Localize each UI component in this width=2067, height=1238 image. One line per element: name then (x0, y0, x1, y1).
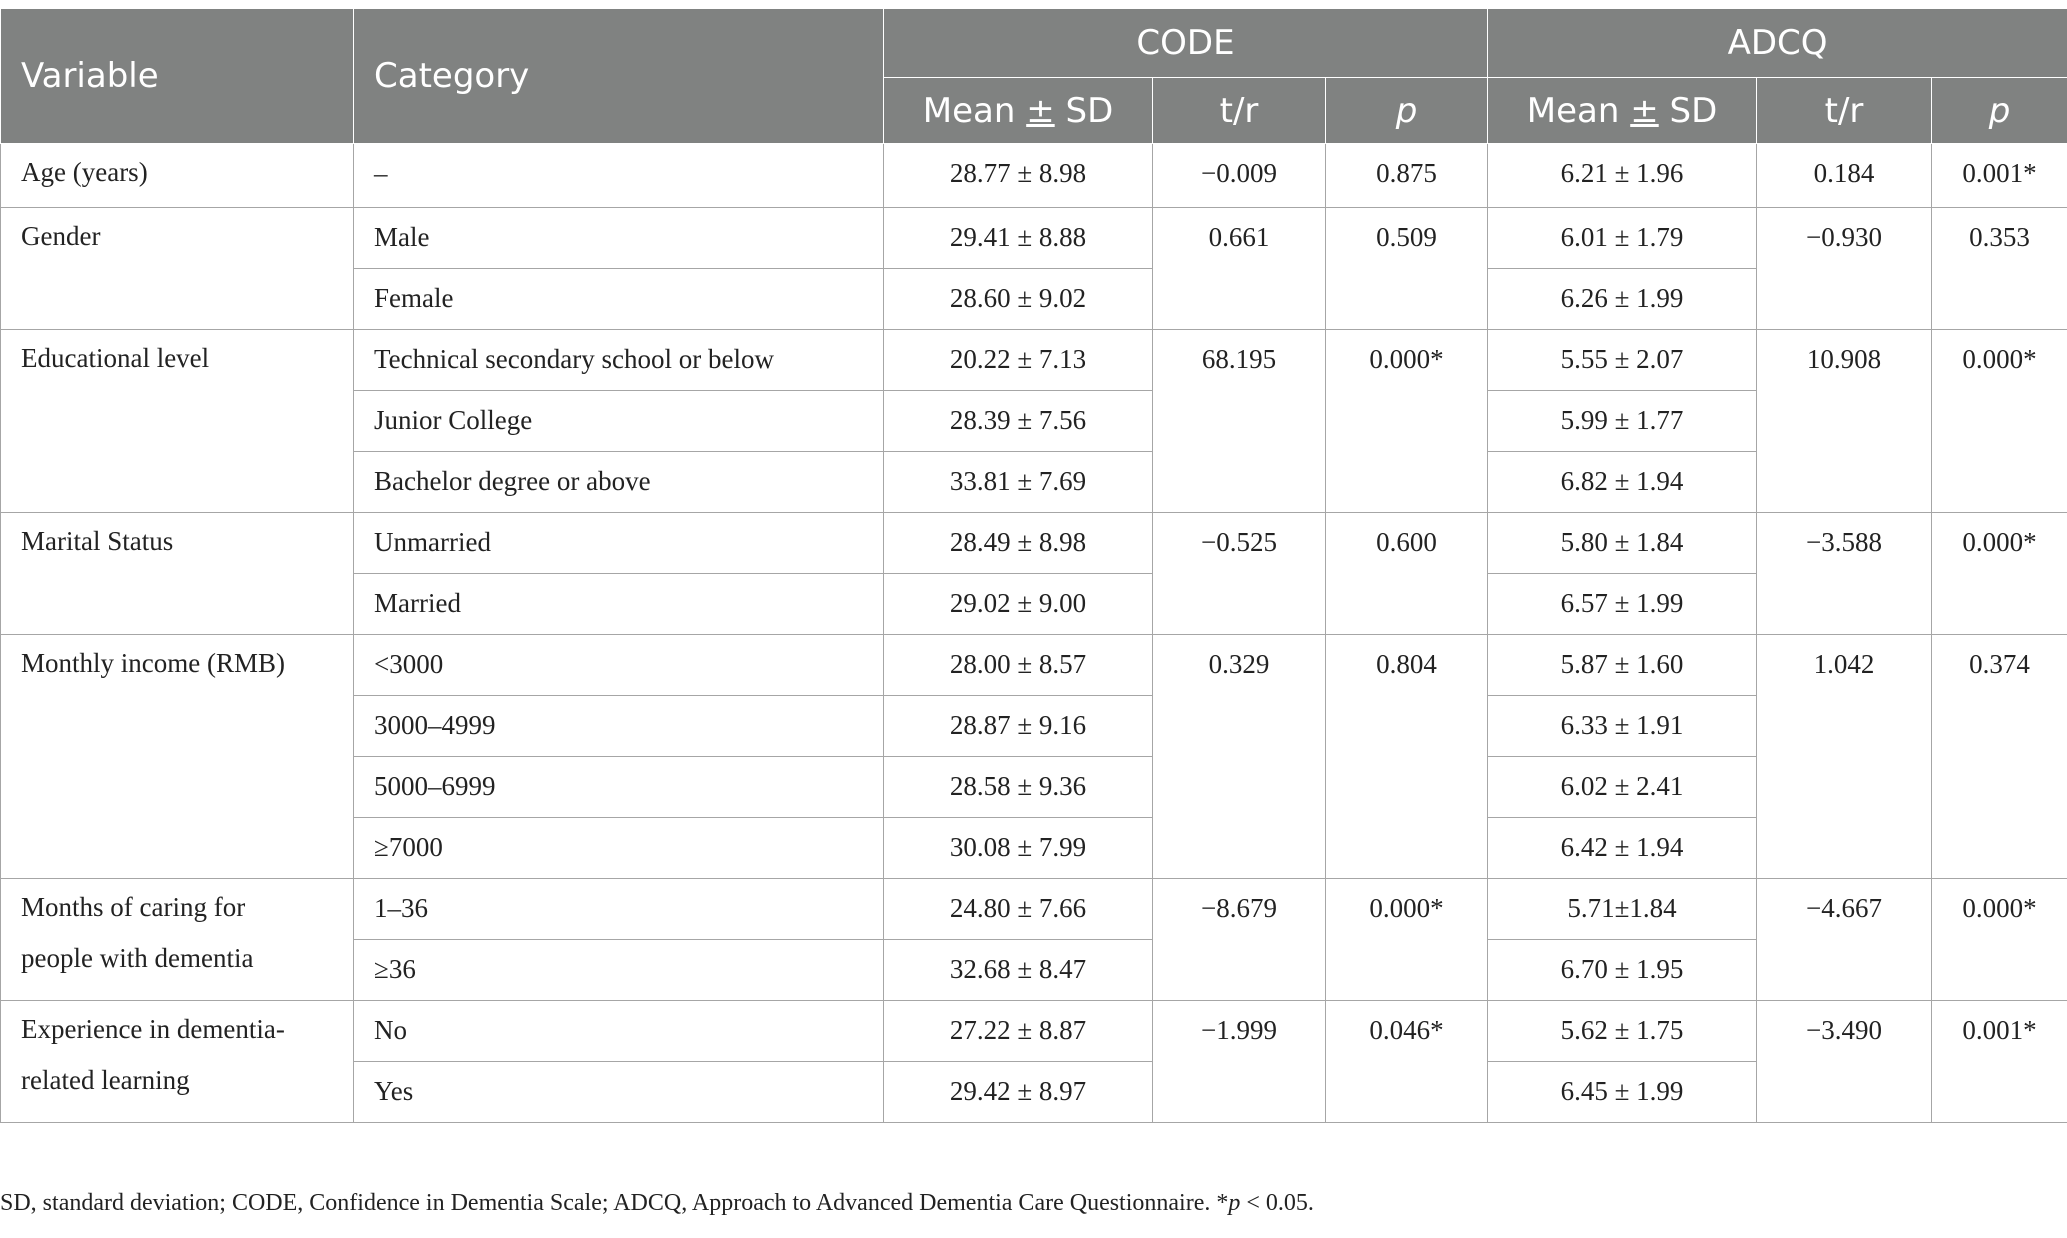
results-table (0, 8, 2067, 1123)
table-row (1, 879, 2067, 940)
category-cell: Married (354, 574, 884, 635)
code-t-cell: −8.679 (1153, 879, 1326, 1001)
code-t-cell: −0.525 (1153, 513, 1326, 635)
table-row (1, 330, 2067, 391)
adcq-mean-cell: 6.02 ± 2.41 (1488, 757, 1757, 818)
table-header (1, 9, 2067, 144)
footnote-text: SD, standard deviation; CODE, Confidence in Dementia Scale; ADCQ, Approach to Advanced Dementia Care Questionnaire. * (0, 1190, 1229, 1216)
header-category: Category (354, 9, 884, 144)
code-p-cell: 0.046* (1326, 1001, 1488, 1123)
category-cell: Male (354, 208, 884, 269)
variable-cell: Marital Status (1, 513, 354, 635)
adcq-t-cell: 1.042 (1757, 635, 1932, 879)
adcq-t-cell: −3.490 (1757, 1001, 1932, 1123)
code-t-cell: 0.661 (1153, 208, 1326, 330)
header-code-p: p (1326, 78, 1488, 144)
adcq-p-cell: 0.001* (1932, 1001, 2067, 1123)
code-t-cell: −0.009 (1153, 144, 1326, 208)
header-adcq-t-r: t/r (1757, 78, 1932, 144)
adcq-p-cell: 0.000* (1932, 330, 2067, 513)
code-t-cell: −1.999 (1153, 1001, 1326, 1123)
table-row (1, 635, 2067, 696)
adcq-p-cell: 0.000* (1932, 879, 2067, 1001)
category-cell: No (354, 1001, 884, 1062)
code-mean-cell: 28.49 ± 8.98 (884, 513, 1153, 574)
variable-cell: Gender (1, 208, 354, 330)
variable-line: related learning (21, 1065, 190, 1095)
code-p-cell: 0.804 (1326, 635, 1488, 879)
header-code-mean-sd: Mean ± SD (884, 78, 1153, 144)
variable-line: Experience in dementia- (21, 1014, 285, 1044)
code-t-cell: 68.195 (1153, 330, 1326, 513)
table-row (1, 513, 2067, 574)
code-mean-cell: 28.87 ± 9.16 (884, 696, 1153, 757)
code-mean-cell: 28.58 ± 9.36 (884, 757, 1153, 818)
table-row (1, 208, 2067, 269)
adcq-t-cell: −0.930 (1757, 208, 1932, 330)
adcq-mean-cell: 5.71±1.84 (1488, 879, 1757, 940)
code-mean-cell: 29.42 ± 8.97 (884, 1062, 1153, 1123)
footnote-p: p (1228, 1190, 1241, 1216)
variable-cell: Monthly income (RMB) (1, 635, 354, 879)
adcq-mean-cell: 5.55 ± 2.07 (1488, 330, 1757, 391)
code-mean-cell: 28.39 ± 7.56 (884, 391, 1153, 452)
variable-cell (1, 1001, 354, 1123)
code-mean-cell: 28.60 ± 9.02 (884, 269, 1153, 330)
code-mean-cell: 33.81 ± 7.69 (884, 452, 1153, 513)
code-mean-cell: 29.41 ± 8.88 (884, 208, 1153, 269)
code-mean-cell: 32.68 ± 8.47 (884, 940, 1153, 1001)
header-adcq-mean-sd: Mean ± SD (1488, 78, 1757, 144)
category-cell: – (354, 144, 884, 208)
code-mean-cell: 27.22 ± 8.87 (884, 1001, 1153, 1062)
category-cell: 1–36 (354, 879, 884, 940)
adcq-p-cell: 0.001* (1932, 144, 2067, 208)
variable-cell: Educational level (1, 330, 354, 513)
code-p-cell: 0.000* (1326, 879, 1488, 1001)
adcq-mean-cell: 6.33 ± 1.91 (1488, 696, 1757, 757)
adcq-mean-cell: 6.57 ± 1.99 (1488, 574, 1757, 635)
adcq-t-cell: 0.184 (1757, 144, 1932, 208)
adcq-mean-cell: 6.01 ± 1.79 (1488, 208, 1757, 269)
variable-cell: Age (years) (1, 144, 354, 208)
adcq-mean-cell: 5.80 ± 1.84 (1488, 513, 1757, 574)
header-variable: Variable (1, 9, 354, 144)
adcq-p-cell: 0.000* (1932, 513, 2067, 635)
code-p-cell: 0.875 (1326, 144, 1488, 208)
adcq-mean-cell: 6.82 ± 1.94 (1488, 452, 1757, 513)
table-body (1, 144, 2067, 1123)
header-group-adcq: ADCQ (1488, 9, 2067, 78)
category-cell: Female (354, 269, 884, 330)
table-footnote (0, 1190, 1314, 1217)
adcq-t-cell: 10.908 (1757, 330, 1932, 513)
header-adcq-p: p (1932, 78, 2067, 144)
adcq-p-cell: 0.374 (1932, 635, 2067, 879)
adcq-mean-cell: 5.62 ± 1.75 (1488, 1001, 1757, 1062)
code-mean-cell: 24.80 ± 7.66 (884, 879, 1153, 940)
category-cell: 5000–6999 (354, 757, 884, 818)
category-cell: Bachelor degree or above (354, 452, 884, 513)
adcq-mean-cell: 6.26 ± 1.99 (1488, 269, 1757, 330)
code-mean-cell: 30.08 ± 7.99 (884, 818, 1153, 879)
category-cell: Unmarried (354, 513, 884, 574)
code-p-cell: 0.000* (1326, 330, 1488, 513)
adcq-mean-cell: 5.87 ± 1.60 (1488, 635, 1757, 696)
category-cell: ≥36 (354, 940, 884, 1001)
code-mean-cell: 29.02 ± 9.00 (884, 574, 1153, 635)
adcq-mean-cell: 6.45 ± 1.99 (1488, 1062, 1757, 1123)
footnote-tail: < 0.05. (1240, 1190, 1314, 1216)
adcq-mean-cell: 6.21 ± 1.96 (1488, 144, 1757, 208)
variable-line: people with dementia (21, 943, 254, 973)
code-p-cell: 0.509 (1326, 208, 1488, 330)
code-mean-cell: 28.77 ± 8.98 (884, 144, 1153, 208)
category-cell: Technical secondary school or below (354, 330, 884, 391)
variable-cell (1, 879, 354, 1001)
adcq-mean-cell: 6.42 ± 1.94 (1488, 818, 1757, 879)
adcq-t-cell: −3.588 (1757, 513, 1932, 635)
header-group-code: CODE (884, 9, 1488, 78)
code-mean-cell: 20.22 ± 7.13 (884, 330, 1153, 391)
adcq-t-cell: −4.667 (1757, 879, 1932, 1001)
variable-line: Months of caring for (21, 892, 246, 922)
category-cell: Junior College (354, 391, 884, 452)
adcq-p-cell: 0.353 (1932, 208, 2067, 330)
table-row (1, 144, 2067, 208)
code-p-cell: 0.600 (1326, 513, 1488, 635)
code-t-cell: 0.329 (1153, 635, 1326, 879)
category-cell: ≥7000 (354, 818, 884, 879)
table-row (1, 1001, 2067, 1062)
adcq-mean-cell: 5.99 ± 1.77 (1488, 391, 1757, 452)
category-cell: <3000 (354, 635, 884, 696)
adcq-mean-cell: 6.70 ± 1.95 (1488, 940, 1757, 1001)
category-cell: 3000–4999 (354, 696, 884, 757)
category-cell: Yes (354, 1062, 884, 1123)
code-mean-cell: 28.00 ± 8.57 (884, 635, 1153, 696)
header-code-t-r: t/r (1153, 78, 1326, 144)
